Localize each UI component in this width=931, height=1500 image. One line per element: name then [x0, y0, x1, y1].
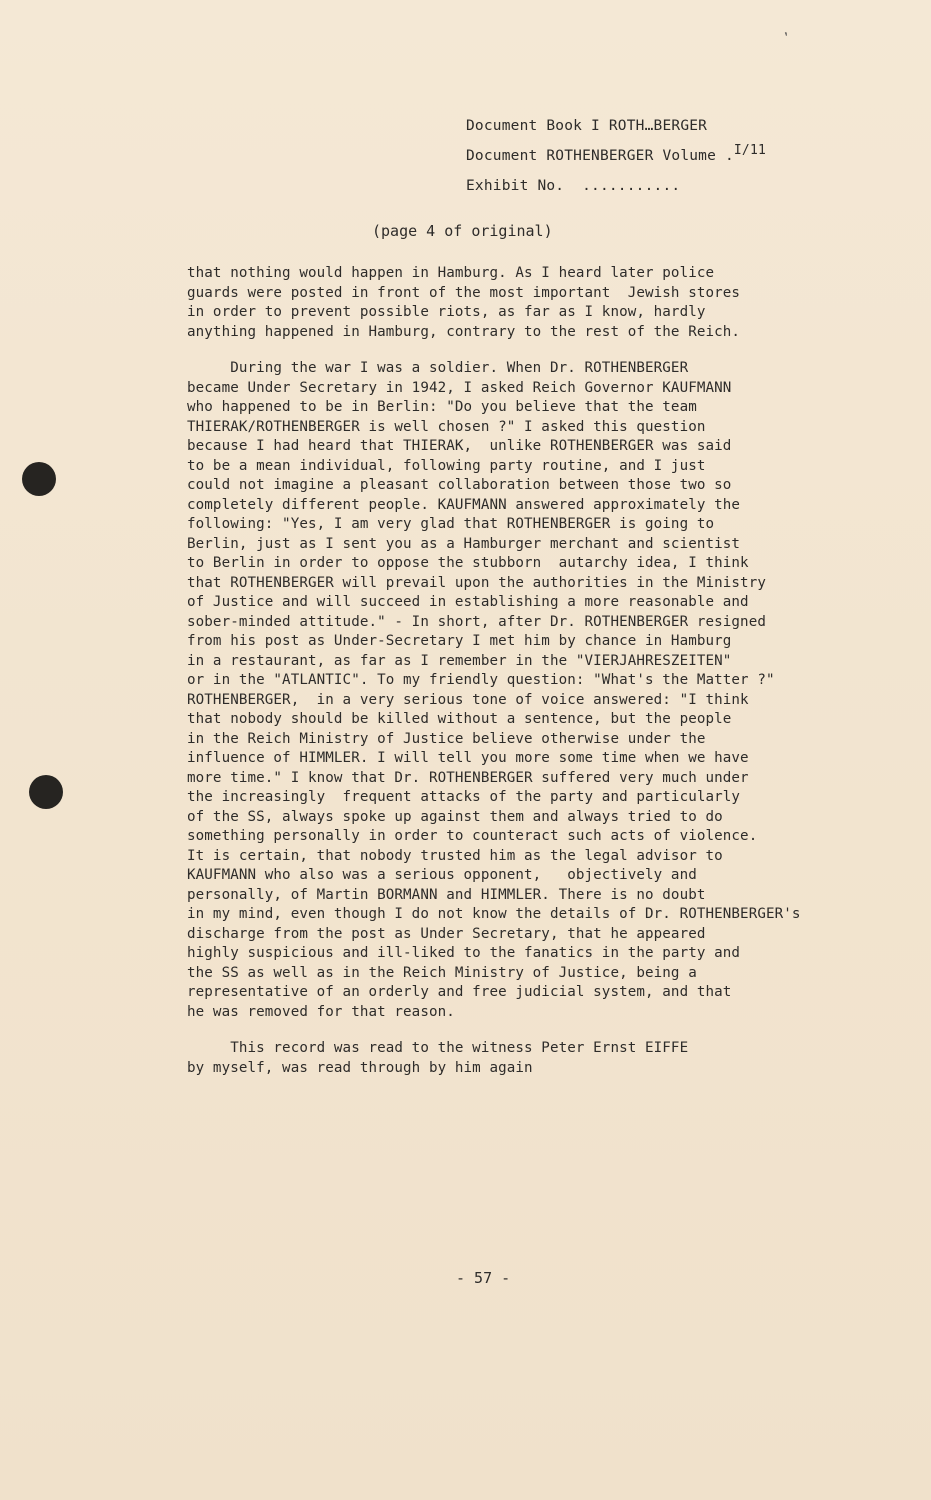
text-line: from his post as Under-Secretary I met him by chance in Hamburg [187, 633, 732, 649]
text-line: became Under Secretary in 1942, I asked Reich Governor KAUFMANN [187, 379, 732, 396]
document-volume-line [466, 143, 767, 178]
document-body [187, 265, 867, 1079]
text-line: the SS as well as in the Reich Ministry of Justice, being a [187, 964, 697, 981]
document-header [466, 118, 766, 208]
text-line: guards were posted in front of the most important Jewish stores [187, 284, 741, 301]
text-line: in the Reich Ministry of Justice believe otherwise under the [187, 730, 706, 747]
text-line: who happened to be in Berlin: "Do you believe that the team [187, 399, 697, 415]
paragraph-2 [187, 360, 867, 1023]
text-line: something personally in order to counteract such acts of violence. [187, 828, 758, 844]
text-line: because I had heard that THIERAK, unlike ROTHENBERGER was said [187, 438, 732, 454]
text-line: THIERAK/ROTHENBERGER is well chosen ?" I asked this question [187, 418, 706, 435]
text-line: completely different people. KAUFMANN answered approximately the [187, 496, 741, 513]
pencil-mark: ’ [780, 29, 795, 45]
punch-hole [29, 775, 63, 809]
text-line: that ROTHENBERGER will prevail upon the authorities in the Ministry [187, 574, 766, 591]
text-line: sober-minded attitude." - In short, after Dr. ROTHENBERGER resigned [187, 613, 766, 630]
text-line: that nothing would happen in Hamburg. As I heard later police [187, 265, 715, 281]
text-line: of Justice and will succeed in establishing a more reasonable and [187, 594, 749, 610]
punch-hole [22, 462, 56, 496]
text-line: It is certain, that nobody trusted him as the legal advisor to [187, 847, 723, 864]
text-line: This record was read to the witness Peter Ernst EIFFE [187, 1040, 689, 1056]
text-line: representative of an orderly and free judicial system, and that [187, 984, 732, 1000]
text-line: ROTHENBERGER, in a very serious tone of voice answered: "I think [187, 691, 749, 708]
text-line: could not imagine a pleasant collaboration between those two so [187, 477, 732, 493]
text-line: following: "Yes, I am very glad that ROTHENBERGER is going to [187, 516, 715, 532]
page-number: - 57 - [456, 1269, 511, 1287]
document-label: Document ROTHENBERGER Volume . [466, 148, 734, 164]
volume-number: I/11 [733, 143, 767, 158]
text-line: in order to prevent possible riots, as far as I know, hardly [187, 304, 706, 320]
text-line: highly suspicious and ill-liked to the fanatics in the party and [187, 945, 741, 961]
document-book-line: Document Book I ROTH…BERGER [466, 118, 708, 134]
text-line: in my mind, even though I do not know the details of Dr. ROTHENBERGER's [187, 906, 801, 922]
text-line: influence of HIMMLER. I will tell you more some time when we have [187, 750, 749, 766]
text-line: Berlin, just as I sent you as a Hamburger merchant and scientist [187, 535, 741, 552]
text-line: the increasingly frequent attacks of the party and particularly [187, 789, 741, 805]
text-line: to Berlin in order to oppose the stubborn autarchy idea, I think [187, 555, 749, 571]
text-line: discharge from the post as Under Secretary, that he appeared [187, 925, 706, 942]
text-line: more time." I know that Dr. ROTHENBERGER suffered very much under [187, 769, 749, 786]
text-line: anything happened in Hamburg, contrary to the rest of the Reich. [187, 323, 741, 340]
text-line: by myself, was read through by him again [187, 1059, 533, 1076]
text-line: to be a mean individual, following party routine, and I just [187, 457, 706, 474]
paragraph-3 [187, 1040, 867, 1079]
text-line: he was removed for that reason. [187, 1003, 455, 1020]
text-line: or in the "ATLANTIC". To my friendly question: "What's the Matter ?" [187, 672, 775, 688]
text-line: personally, of Martin BORMANN and HIMMLER. There is no doubt [187, 886, 706, 903]
text-line: in a restaurant, as far as I remember in the "VIERJAHRESZEITEN" [187, 652, 732, 669]
text-line: of the SS, always spoke up against them and always tried to do [187, 808, 723, 825]
text-line: During the war I was a soldier. When Dr. ROTHENBERGER [187, 360, 689, 376]
text-line: KAUFMANN who also was a serious opponent, objectively and [187, 867, 697, 883]
text-line: that nobody should be killed without a sentence, but the people [187, 711, 732, 727]
paragraph-1 [187, 265, 867, 343]
exhibit-line: Exhibit No. ........... [466, 178, 681, 194]
page-of-original: (page 4 of original) [372, 222, 553, 240]
